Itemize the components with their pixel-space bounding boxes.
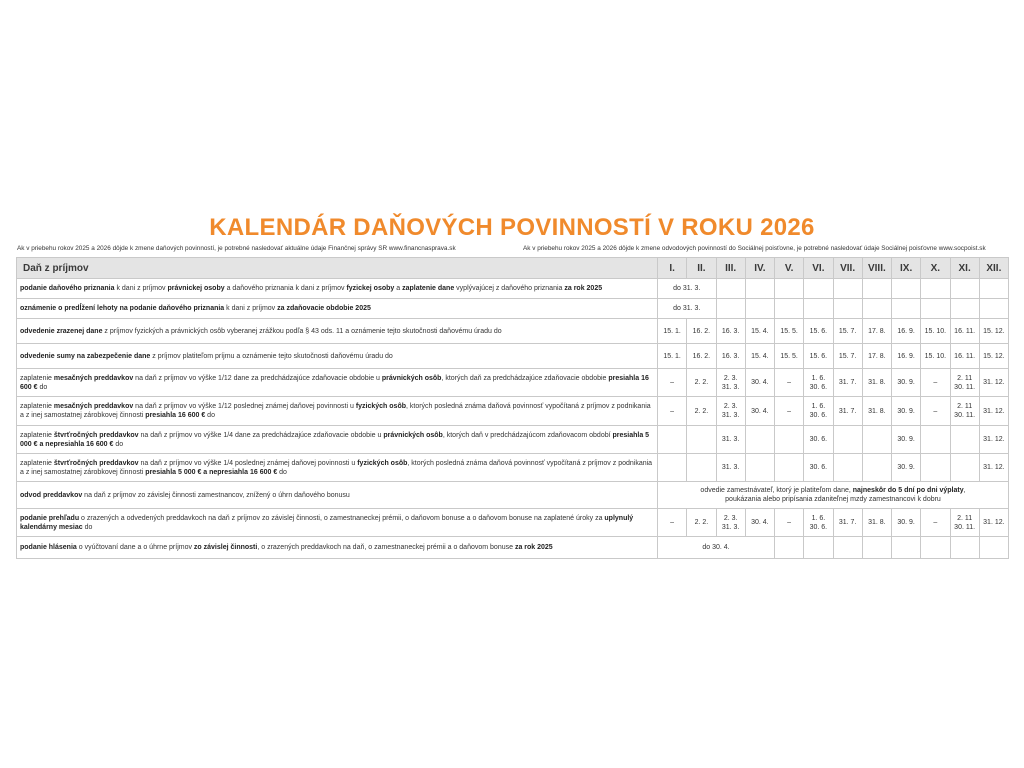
table-body xyxy=(17,279,1009,559)
header-month: II. xyxy=(687,258,716,279)
deadline-cell: 30. 9. xyxy=(892,369,921,397)
deadline-cell: 15. 5. xyxy=(775,344,804,369)
deadline-cell: 15. 7. xyxy=(833,319,862,344)
obligation-description: zaplatenie mesačných preddavkov na daň z príjmov vo výške 1/12 poslednej známej daňovej povinnosti u fyzických osôb, ktorých posledná známa daňová povinnosť vypočítaná z príjmov z podnikania a z inej samostatnej zárobkovej činnosti presiahla 16 600 € do xyxy=(17,397,658,426)
obligation-description: podanie prehľadu o zrazených a odvedených preddavkoch na daň z príjmov zo závislej činnosti, o zamestnaneckej prémii, o daňovom bonuse a o daňovom bonuse na zaplatené úroky za uplynulý kalendárny mesiac do xyxy=(17,509,658,537)
deadline-cell: 2. 2. xyxy=(687,369,716,397)
deadline-cell xyxy=(833,279,862,299)
deadline-cell: 15. 12. xyxy=(979,319,1008,344)
deadline-cell xyxy=(658,426,687,454)
deadline-cell xyxy=(804,279,833,299)
deadline-cell xyxy=(716,279,745,299)
deadline-cell: 1. 6. 30. 6. xyxy=(804,397,833,426)
deadline-cell: 31. 8. xyxy=(862,397,891,426)
deadline-cell: 31. 12. xyxy=(979,454,1008,482)
table-row xyxy=(17,299,1009,319)
deadline-cell: – xyxy=(658,397,687,426)
table-row xyxy=(17,319,1009,344)
table-row xyxy=(17,482,1009,509)
deadline-cell: 15. 5. xyxy=(775,319,804,344)
header-month: IX. xyxy=(892,258,921,279)
note-socialna-poistovna: Ak v priebehu rokov 2025 a 2026 dôjde k zmene odvodových povinností do Sociálnej poisťovne, je potrebné nasledovať údaje Sociálnej poisťovne www.socpoist.sk xyxy=(523,245,986,252)
deadline-cell: 2. 3. 31. 3. xyxy=(716,509,745,537)
deadline-cell: 1. 6. 30. 6. xyxy=(804,369,833,397)
deadline-cell: 17. 8. xyxy=(862,319,891,344)
deadline-cell: 2. 2. xyxy=(687,397,716,426)
header-month: VII. xyxy=(833,258,862,279)
obligation-description: odvod preddavkov na daň z príjmov zo závislej činnosti zamestnancov, znížený o úhrn daňového bonusu xyxy=(17,482,658,509)
deadline-cell: 15. 4. xyxy=(745,319,774,344)
deadline-cell xyxy=(745,299,774,319)
deadline-cell: 16. 2. xyxy=(687,344,716,369)
obligation-description: zaplatenie štvrťročných preddavkov na daň z príjmov vo výške 1/4 dane za predchádzajúce zdaňovacie obdobie u právnických osôb, ktorých daň v predchádzajúcom zdaňovacom období presiahla 5 000 € a nepresiahla 16 600 € do xyxy=(17,426,658,454)
deadline-cell: 30. 6. xyxy=(804,454,833,482)
deadline-cell: 31. 12. xyxy=(979,426,1008,454)
deadline-span-cell: do 31. 3. xyxy=(658,299,717,319)
deadline-cell: 30. 6. xyxy=(804,426,833,454)
header-month: X. xyxy=(921,258,950,279)
deadline-cell xyxy=(892,537,921,559)
header-month: V. xyxy=(775,258,804,279)
deadline-cell xyxy=(979,537,1008,559)
deadline-cell: 30. 9. xyxy=(892,426,921,454)
deadline-cell xyxy=(921,537,950,559)
deadline-cell: – xyxy=(775,369,804,397)
deadline-cell: 30. 9. xyxy=(892,509,921,537)
deadline-cell: 31. 12. xyxy=(979,509,1008,537)
table-row xyxy=(17,279,1009,299)
deadline-cell xyxy=(658,454,687,482)
deadline-cell xyxy=(892,299,921,319)
deadline-cell: 15. 1. xyxy=(658,344,687,369)
deadline-cell xyxy=(921,426,950,454)
deadline-cell xyxy=(775,537,804,559)
tax-calendar-table xyxy=(16,257,1009,559)
deadline-cell: 16. 3. xyxy=(716,319,745,344)
deadline-cell: 16. 11. xyxy=(950,344,979,369)
deadline-cell xyxy=(862,537,891,559)
deadline-cell: – xyxy=(658,369,687,397)
deadline-cell: 15. 6. xyxy=(804,344,833,369)
obligation-description: odvedenie zrazenej dane z príjmov fyzických a právnických osôb vyberanej zrážkou podľa § 43 ods. 11 a oznámenie tejto skutočnosti daňovému úradu do xyxy=(17,319,658,344)
deadline-cell xyxy=(950,279,979,299)
deadline-cell xyxy=(979,279,1008,299)
deadline-cell xyxy=(687,454,716,482)
deadline-cell: 1. 6. 30. 6. xyxy=(804,509,833,537)
deadline-cell xyxy=(950,454,979,482)
table-row xyxy=(17,397,1009,426)
deadline-cell: 2. 3. 31. 3. xyxy=(716,397,745,426)
deadline-cell: 16. 9. xyxy=(892,344,921,369)
deadline-cell: 2. 11 30. 11. xyxy=(950,397,979,426)
table-row xyxy=(17,454,1009,482)
deadline-cell: – xyxy=(921,397,950,426)
deadline-cell xyxy=(950,299,979,319)
deadline-cell: 30. 9. xyxy=(892,397,921,426)
deadline-cell xyxy=(892,279,921,299)
deadline-span-cell: odvedie zamestnávateľ, ktorý je platiteľom dane, najneskôr do 5 dní po dni výplaty, poukázania alebo pripísania zdaniteľnej mzdy zamestnancovi k dobru xyxy=(658,482,1009,509)
deadline-cell xyxy=(921,299,950,319)
deadline-cell xyxy=(745,454,774,482)
deadline-cell: – xyxy=(658,509,687,537)
deadline-cell xyxy=(921,279,950,299)
deadline-cell xyxy=(921,454,950,482)
deadline-cell: 31. 7. xyxy=(833,509,862,537)
table-row xyxy=(17,426,1009,454)
deadline-cell xyxy=(950,426,979,454)
header-month: VIII. xyxy=(862,258,891,279)
deadline-cell xyxy=(775,454,804,482)
deadline-cell xyxy=(862,299,891,319)
deadline-span-cell: do 30. 4. xyxy=(658,537,775,559)
header-month: XII. xyxy=(979,258,1008,279)
deadline-cell: 31. 8. xyxy=(862,509,891,537)
deadline-cell xyxy=(804,537,833,559)
deadline-cell xyxy=(862,279,891,299)
deadline-cell: 15. 1. xyxy=(658,319,687,344)
deadline-cell: 31. 7. xyxy=(833,397,862,426)
obligation-description: odvedenie sumy na zabezpečenie dane z príjmov platiteľom príjmu a oznámenie tejto skutočnosti daňovému úradu do xyxy=(17,344,658,369)
deadline-cell: 15. 6. xyxy=(804,319,833,344)
deadline-cell xyxy=(950,537,979,559)
page-title: KALENDÁR DAŇOVÝCH POVINNOSTÍ V ROKU 2026 xyxy=(209,214,815,241)
table-row xyxy=(17,537,1009,559)
header-month: I. xyxy=(658,258,687,279)
deadline-cell: 16. 9. xyxy=(892,319,921,344)
table-row xyxy=(17,369,1009,397)
table-row xyxy=(17,509,1009,537)
obligation-description: oznámenie o predĺžení lehoty na podanie daňového priznania k dani z príjmov za zdaňovacie obdobie 2025 xyxy=(17,299,658,319)
deadline-cell: 15. 12. xyxy=(979,344,1008,369)
deadline-cell xyxy=(745,426,774,454)
deadline-cell: 16. 2. xyxy=(687,319,716,344)
header-month: XI. xyxy=(950,258,979,279)
header-month: IV. xyxy=(745,258,774,279)
deadline-cell xyxy=(775,426,804,454)
header-month: III. xyxy=(716,258,745,279)
header-tax-type: Daň z príjmov xyxy=(17,258,658,279)
deadline-cell xyxy=(862,454,891,482)
deadline-cell: 31. 7. xyxy=(833,369,862,397)
deadline-cell xyxy=(862,426,891,454)
table-row xyxy=(17,344,1009,369)
deadline-cell: 2. 11 30. 11. xyxy=(950,369,979,397)
deadline-cell xyxy=(833,454,862,482)
obligation-description: zaplatenie mesačných preddavkov na daň z príjmov vo výške 1/12 dane za predchádzajúce zdaňovacie obdobie u právnických osôb, ktorých daň za predchádzajúce zdaňovacie obdobie presiahla 16 600 € do xyxy=(17,369,658,397)
deadline-cell: 31. 3. xyxy=(716,454,745,482)
deadline-cell: – xyxy=(921,369,950,397)
deadline-span-cell: do 31. 3. xyxy=(658,279,717,299)
obligation-description: podanie hlásenia o vyúčtovaní dane a o úhrne príjmov zo závislej činnosti, o zrazených preddavkoch na daň, o zamestnaneckej prémii a o daňovom bonuse za rok 2025 xyxy=(17,537,658,559)
deadline-cell xyxy=(833,426,862,454)
deadline-cell xyxy=(687,426,716,454)
deadline-cell: – xyxy=(921,509,950,537)
deadline-cell: 30. 4. xyxy=(745,397,774,426)
deadline-cell: 31. 3. xyxy=(716,426,745,454)
deadline-cell xyxy=(833,537,862,559)
deadline-cell: 31. 12. xyxy=(979,369,1008,397)
obligation-description: zaplatenie štvrťročných preddavkov na daň z príjmov vo výške 1/4 poslednej známej daňovej povinnosti u fyzických osôb, ktorých posledná známa daňová povinnosť vypočítaná z príjmov z podnikania a z inej samostatnej zárobkovej činnosti presiahla 5 000 € a nepresiahla 16 600 € do xyxy=(17,454,658,482)
deadline-cell: – xyxy=(775,509,804,537)
deadline-cell xyxy=(745,279,774,299)
deadline-cell: – xyxy=(775,397,804,426)
header-row xyxy=(17,258,1009,279)
header-month: VI. xyxy=(804,258,833,279)
deadline-cell xyxy=(775,279,804,299)
deadline-cell: 15. 10. xyxy=(921,344,950,369)
deadline-cell: 2. 3. 31. 3. xyxy=(716,369,745,397)
deadline-cell: 30. 4. xyxy=(745,509,774,537)
deadline-cell xyxy=(716,299,745,319)
deadline-cell: 2. 11 30. 11. xyxy=(950,509,979,537)
deadline-cell: 15. 4. xyxy=(745,344,774,369)
deadline-cell xyxy=(979,299,1008,319)
deadline-cell xyxy=(833,299,862,319)
obligation-description: podanie daňového priznania k dani z príjmov právnickej osoby a daňového priznania k dani z príjmov fyzickej osoby a zaplatenie dane vyplývajúcej z daňového priznania za rok 2025 xyxy=(17,279,658,299)
deadline-cell: 17. 8. xyxy=(862,344,891,369)
deadline-cell: 31. 8. xyxy=(862,369,891,397)
deadline-cell: 16. 11. xyxy=(950,319,979,344)
deadline-cell xyxy=(804,299,833,319)
deadline-cell: 30. 4. xyxy=(745,369,774,397)
deadline-cell xyxy=(775,299,804,319)
deadline-cell: 30. 9. xyxy=(892,454,921,482)
deadline-cell: 15. 10. xyxy=(921,319,950,344)
deadline-cell: 16. 3. xyxy=(716,344,745,369)
note-financna-sprava: Ak v priebehu rokov 2025 a 2026 dôjde k zmene daňových povinností, je potrebné nasledovať aktuálne údaje Finančnej správy SR www.financnasprava.sk xyxy=(17,245,456,252)
deadline-cell: 31. 12. xyxy=(979,397,1008,426)
deadline-cell: 2. 2. xyxy=(687,509,716,537)
deadline-cell: 15. 7. xyxy=(833,344,862,369)
